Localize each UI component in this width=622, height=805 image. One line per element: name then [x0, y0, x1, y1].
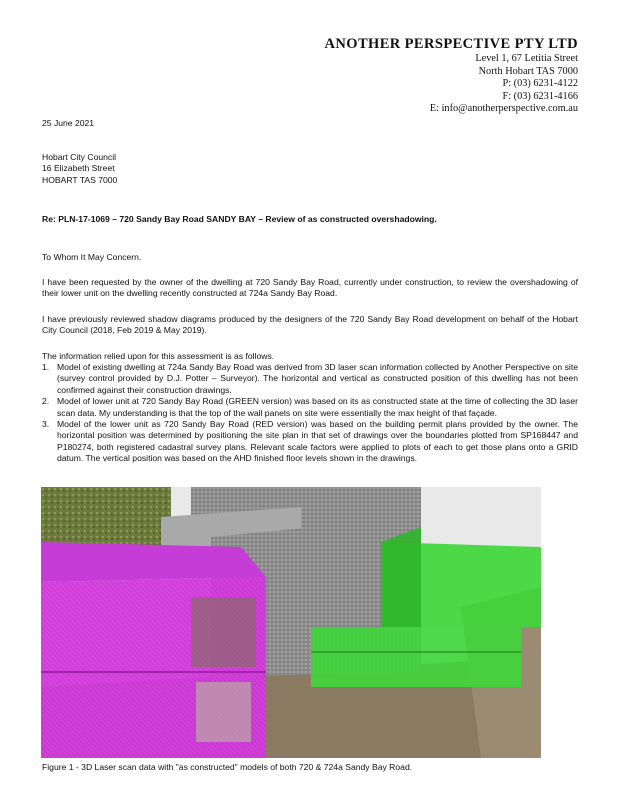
- company-name: ANOTHER PERSPECTIVE PTY LTD: [324, 36, 578, 52]
- figure-caption: Figure 1 - 3D Laser scan data with "as constructed" models of both 720 & 724a Sandy Bay Road.: [42, 762, 413, 772]
- list-item-text: Model of lower unit at 720 Sandy Bay Road (GREEN version) was based on its as constructed state at the time of collecting the 3D laser scan data. My understanding is that the top of the wall panels on site were essentially the max height of that façade.: [57, 396, 578, 418]
- list-item-text: Model of the lower unit as 720 Sandy Bay Road (RED version) was based on the building permit plans provided by the owner. The horizontal position was determined by positioning the site plan in that set of drawings over the boundaries plotted from SP168447 and P180274, both registered cadastral survey plans. Relevant scale factors were applied to plots of each to get those plans onto a GRID datum. The vertical position was based on the AHD finished floor levels shown in the drawings.: [57, 419, 578, 464]
- address-line-2: North Hobart TAS 7000: [478, 65, 578, 77]
- subject-line: Re: PLN-17-1069 – 720 Sandy Bay Road SANDY BAY – Review of as constructed overshadowing.: [42, 214, 437, 224]
- magenta-model-window-lower: [196, 682, 251, 742]
- info-list: [42, 362, 578, 465]
- email: E: info@anotherperspective.com.au: [429, 103, 578, 114]
- list-item-text: Model of existing dwelling at 724a Sandy Bay Road was derived from 3D laser scan information collected by Another Perspective on site (survey control provided by D.J. Potter – Surveyor). The horizontal and vertical as constructed position of this dwelling has not been confirmed against their construction drawings.: [57, 362, 578, 395]
- magenta-model-window: [191, 597, 256, 667]
- recipient-line-1: Hobart City Council: [42, 152, 117, 162]
- list-item-number: 1.: [42, 362, 50, 372]
- recipient-address: [42, 152, 117, 186]
- letterhead: [325, 36, 578, 116]
- magenta-model-roof: [41, 542, 266, 582]
- list-item: [42, 419, 578, 465]
- letter-date: 25 June 2021: [42, 118, 95, 128]
- phone: P: (03) 6231-4122: [502, 78, 578, 89]
- paragraph-1: I have been requested by the owner of the dwelling at 720 Sandy Bay Road, currently under construction, to review the overshadowing of their lower unit on the dwelling recently constructed at 724a Sandy Bay Road.: [42, 277, 578, 299]
- recipient-line-2: 16 Elizabeth Street: [42, 163, 115, 174]
- salutation: To Whom It May Concern.: [42, 252, 142, 262]
- green-model-lower: [311, 627, 521, 687]
- fax: F: (03) 6231-4166: [502, 90, 578, 102]
- list-item-number: 2.: [42, 396, 50, 407]
- list-item: [42, 362, 578, 396]
- green-model-side: [381, 527, 421, 627]
- address-line-1: Level 1, 67 Letitia Street: [475, 53, 578, 64]
- list-item-number: 3.: [42, 419, 50, 430]
- laser-scan-figure: [41, 487, 541, 758]
- laser-scan-image: [41, 487, 541, 758]
- list-intro: The information relied upon for this assessment is as follows.: [42, 351, 275, 361]
- list-item: [42, 396, 578, 419]
- paragraph-2: I have previously reviewed shadow diagrams produced by the designers of the 720 Sandy Bay Road development on behalf of the Hobart City Council (2018, Feb 2019 & May 2019).: [42, 314, 578, 336]
- recipient-line-3: HOBART TAS 7000: [42, 174, 118, 185]
